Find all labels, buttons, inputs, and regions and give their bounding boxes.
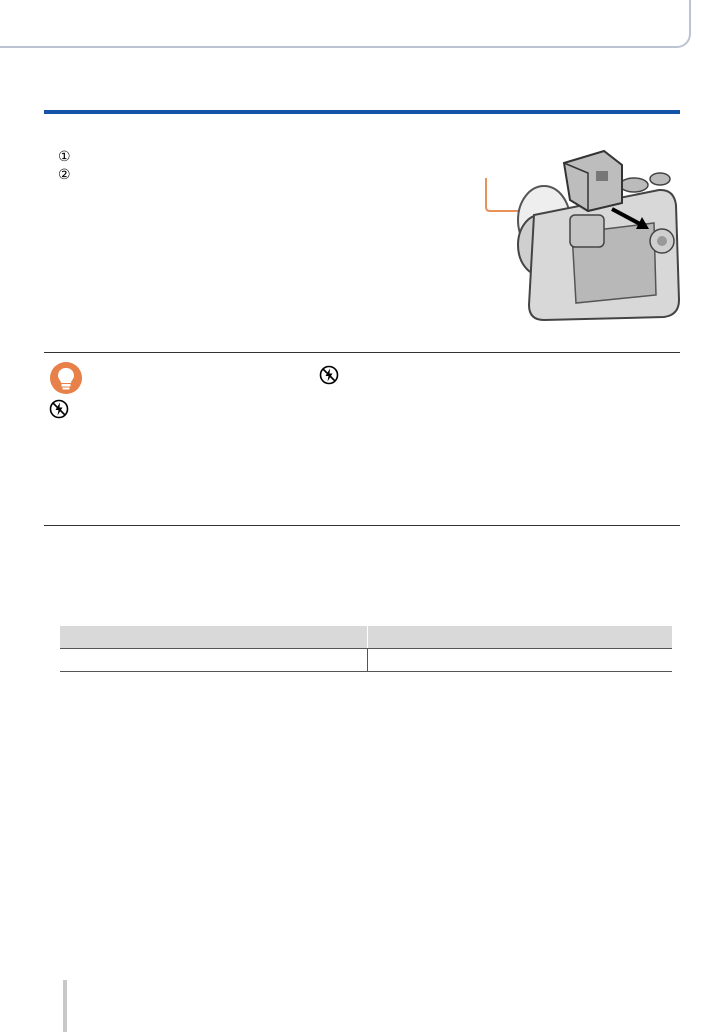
spec-table-row-rule	[60, 671, 672, 672]
section-heading-bar	[44, 110, 680, 114]
page-header-tab	[0, 0, 691, 48]
lightbulb-icon	[49, 361, 83, 395]
step-marker-1: ①	[58, 148, 71, 164]
spec-table-column-divider	[367, 648, 368, 672]
camera-illustration	[484, 145, 684, 325]
step-marker-2: ②	[58, 166, 71, 182]
tip-box-top-rule	[44, 352, 680, 353]
flash-off-icon	[49, 399, 69, 419]
footer-side-rule	[63, 980, 67, 1032]
spec-table	[60, 626, 672, 672]
spec-table-header-row	[60, 626, 672, 648]
spec-table-row-rule	[60, 648, 672, 649]
flash-off-icon	[319, 365, 339, 385]
tip-box-bottom-rule	[44, 525, 680, 526]
